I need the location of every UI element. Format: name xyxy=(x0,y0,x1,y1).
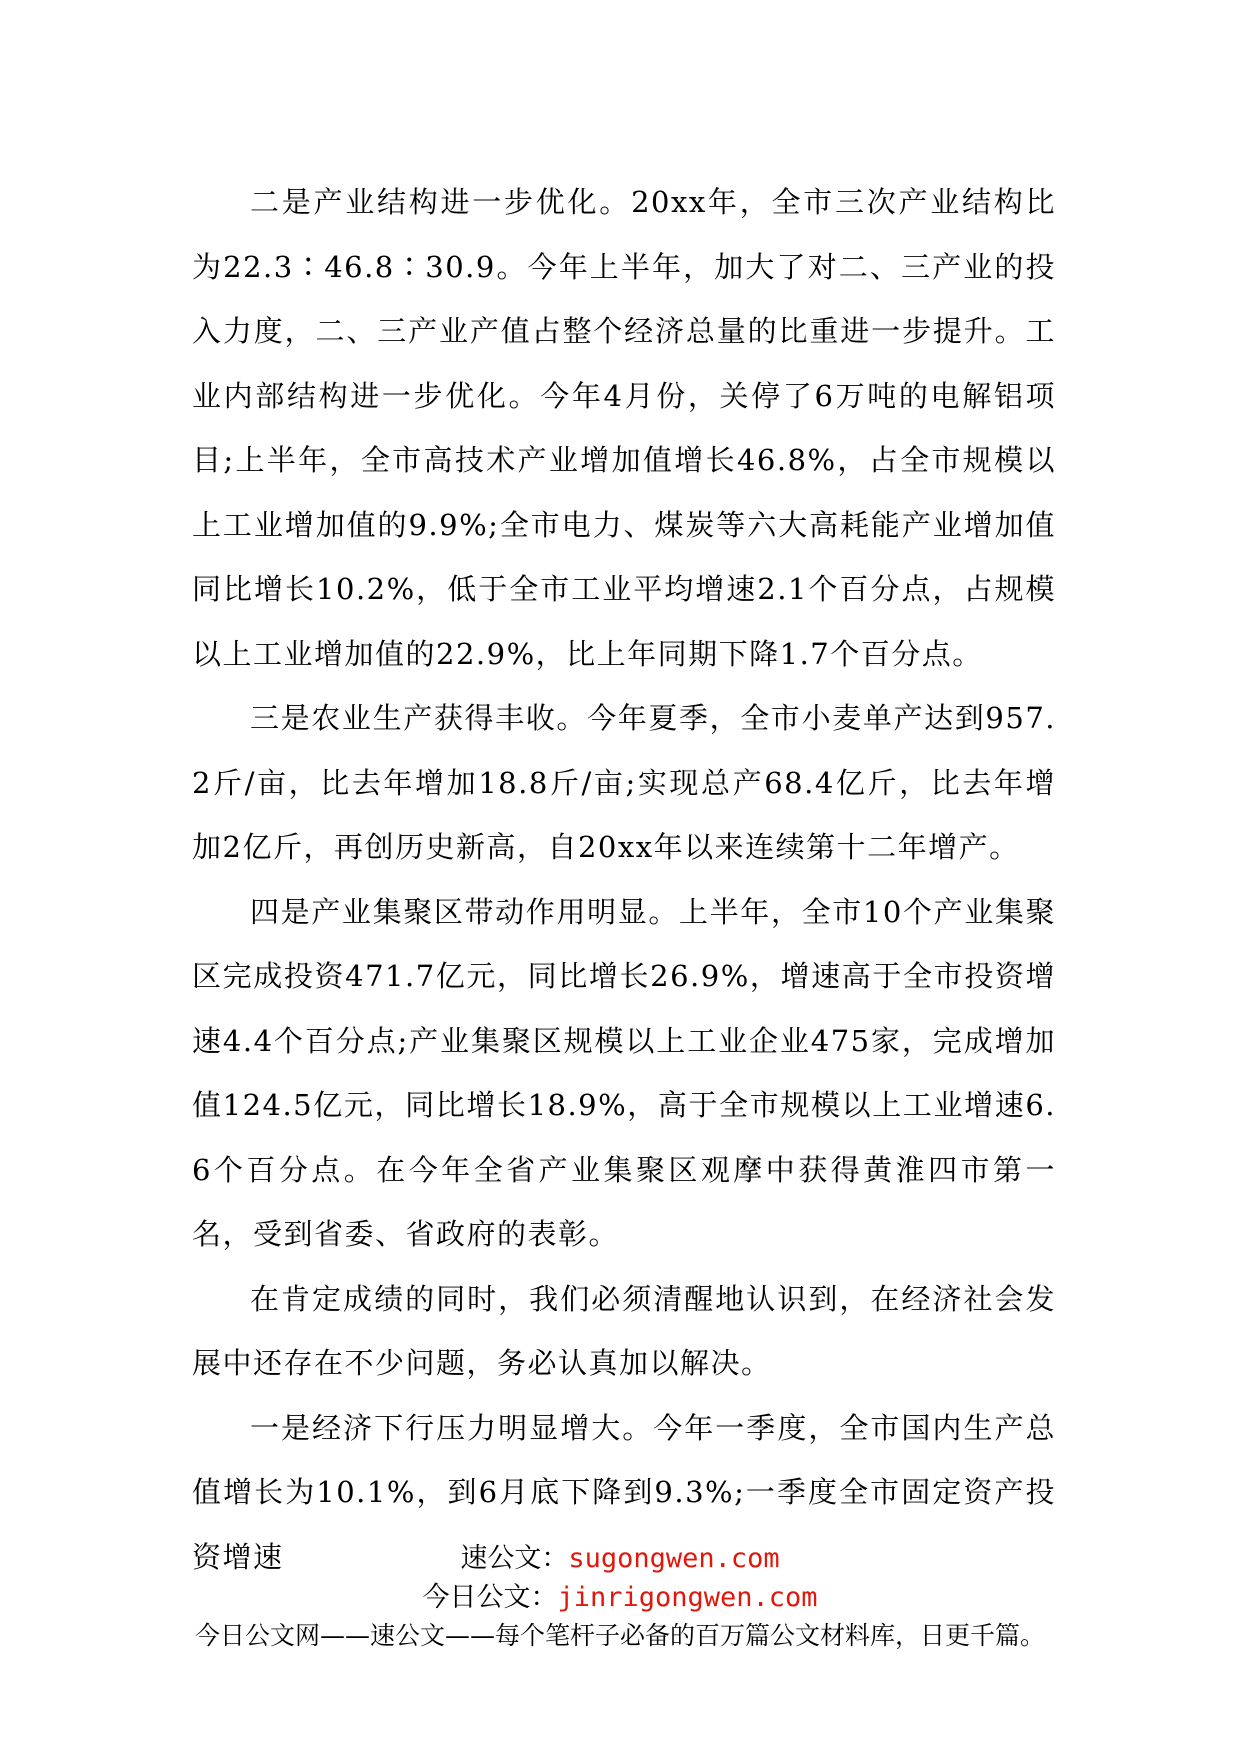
paragraph-economic-pressure: 一是经济下行压力明显增大。今年一季度，全市国内生产总值增长为10.1%，到6月底下降到9.3%;一季度全市固定资产投资增速 xyxy=(192,1410,1056,1574)
footer-sugongwen-line xyxy=(0,1536,1240,1575)
paragraph-problems-intro: 在肯定成绩的同时，我们必须清醒地认识到，在经济社会发展中还存在不少问题，务必认真加以解决。 xyxy=(192,1281,1056,1380)
footer-sugongwen-link[interactable]: sugongwen.com xyxy=(568,1543,780,1574)
footer-slogan: 今日公文网——速公文——每个笔杆子必备的百万篇公文材料库，日更千篇。 xyxy=(194,1621,1045,1650)
paragraph-industrial-structure: 二是产业结构进一步优化。20xx年，全市三次产业结构比为22.3∶46.8∶30.9。今年上半年，加大了对二、三产业的投入力度，二、三产业产值占整个经济总量的比重进一步提升。工业内部结构进一步优化。今年4月份，关停了6万吨的电解铝项目;上半年，全市高技术产业增加值增长46.8%，占全市规模以上工业增加值的9.9%;全市电力、煤炭等六大高耗能产业增加值同比增长10.2%，低于全市工业平均增速2.1个百分点，占规模以上工业增加值的22.9%，比上年同期下降1.7个百分点。 xyxy=(192,185,1056,671)
document-body xyxy=(192,170,1056,1589)
paragraph-industrial-clusters: 四是产业集聚区带动作用明显。上半年，全市10个产业集聚区完成投资471.7亿元，同比增长26.9%，增速高于全市投资增速4.4个百分点;产业集聚区规模以上工业企业475家，完成增加值124.5亿元，同比增长18.9%，高于全市规模以上工业增速6.6个百分点。在今年全省产业集聚区观摩中获得黄淮四市第一名，受到省委、省政府的表彰。 xyxy=(192,894,1056,1251)
footer-jinrigongwen-line xyxy=(0,1575,1240,1614)
paragraph-agriculture-harvest: 三是农业生产获得丰收。今年夏季，全市小麦单产达到957.2斤/亩，比去年增加18.8斤/亩;实现总产68.4亿斤，比去年增加2亿斤，再创历史新高，自20xx年以来连续第十二年增产。 xyxy=(192,701,1056,864)
footer-jinrigongwen-link[interactable]: jinrigongwen.com xyxy=(557,1582,818,1613)
footer-sugongwen-label: 速公文： xyxy=(460,1543,569,1574)
footer-jinrigongwen-label: 今日公文： xyxy=(422,1582,558,1613)
